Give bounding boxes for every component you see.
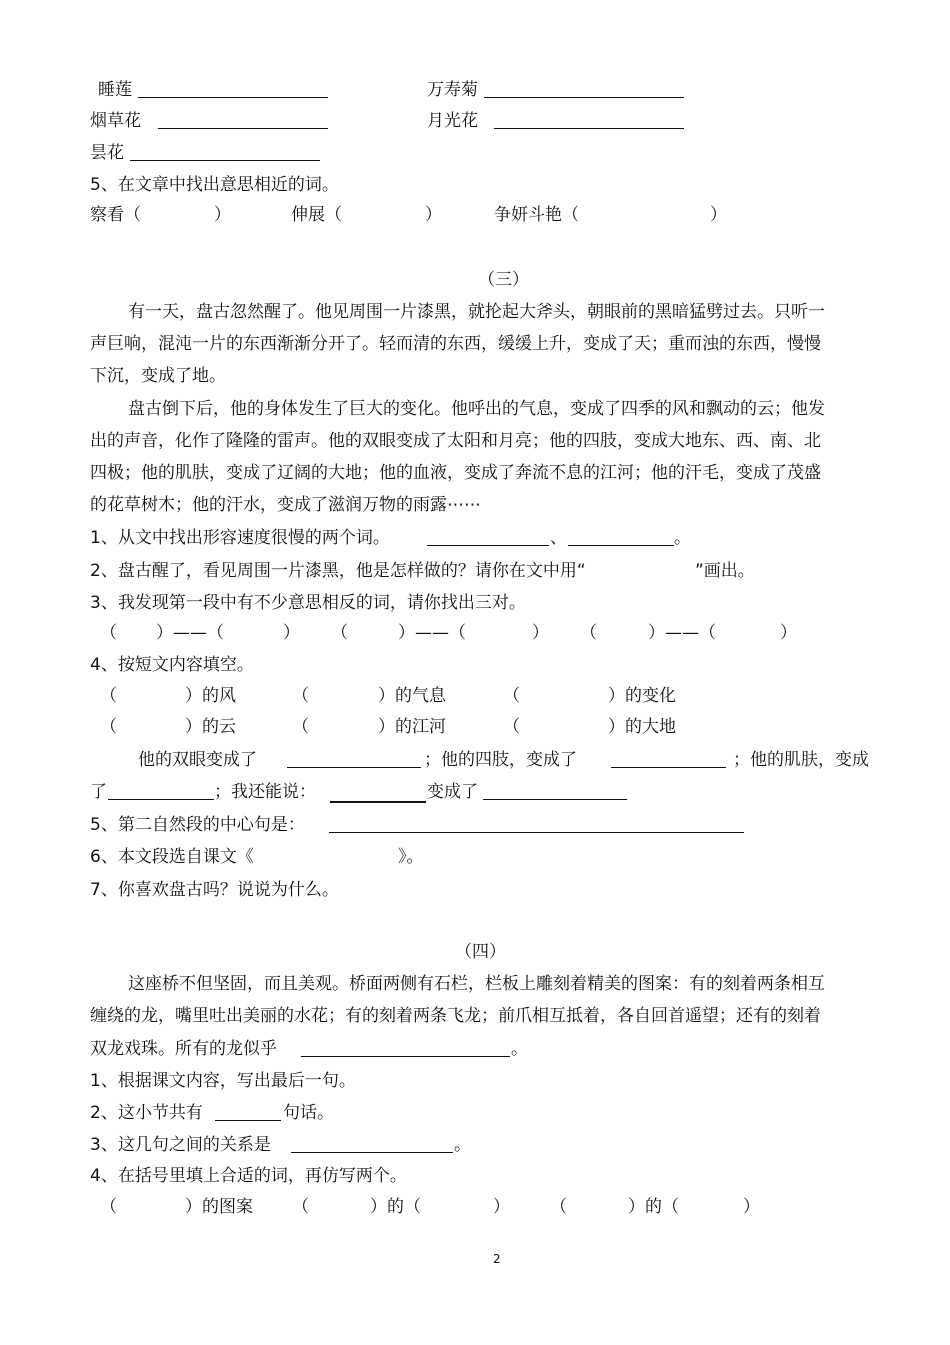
separator: 、 bbox=[550, 528, 567, 548]
paragraph-line: 双龙戏珠。所有的龙似乎 bbox=[90, 1039, 277, 1059]
antonym-part: （ bbox=[100, 623, 117, 643]
answer-blank[interactable] bbox=[215, 1120, 281, 1121]
paragraph-line: 缠绕的龙，嘴里吐出美丽的水花；有的刻着两条飞龙；前爪相互抵着，各自回首遥望；还有的刻着 bbox=[90, 1006, 821, 1026]
question-6-end: 》。 bbox=[398, 847, 424, 867]
fill-part: ）的风 bbox=[185, 686, 236, 706]
fill-part: （ bbox=[100, 686, 117, 706]
question-4: 4、按短文内容填空。 bbox=[90, 655, 254, 675]
antonym-part: ） bbox=[780, 623, 797, 643]
fill-text: 他的双眼变成了 bbox=[138, 750, 257, 770]
flower-label-2: 万寿菊 bbox=[427, 80, 478, 100]
answer-blank[interactable] bbox=[138, 97, 328, 98]
section-heading-3: （三） bbox=[478, 270, 529, 290]
question-6: 6、本文段选自课文《 bbox=[90, 847, 254, 867]
answer-blank[interactable] bbox=[108, 799, 214, 800]
section-heading-4: （四） bbox=[455, 942, 506, 962]
antonym-part: ）——（ bbox=[648, 623, 716, 643]
answer-blank[interactable] bbox=[611, 767, 726, 768]
imitation-part: ）的图案 bbox=[185, 1197, 253, 1217]
question-1: 1、根据课文内容，写出最后一句。 bbox=[90, 1071, 356, 1091]
imitation-part: （ bbox=[100, 1197, 117, 1217]
fill-text: ；我还能说： bbox=[214, 782, 316, 802]
imitation-part: ） bbox=[743, 1197, 760, 1217]
paragraph-line: 的花草树木；他的汗水，变成了滋润万物的雨露⋯⋯ bbox=[90, 495, 481, 515]
fill-part: （ bbox=[292, 686, 309, 706]
fill-part: （ bbox=[503, 717, 520, 737]
answer-blank[interactable] bbox=[494, 128, 684, 129]
answer-blank[interactable] bbox=[158, 128, 328, 129]
answer-blank[interactable] bbox=[329, 832, 744, 833]
answer-blank[interactable] bbox=[291, 1152, 453, 1153]
synonym-item: 察看（ bbox=[90, 205, 141, 225]
fill-text: ；他的四肢，变成了 bbox=[424, 750, 577, 770]
imitation-part: ）的（ bbox=[370, 1197, 421, 1217]
question-2-end: 句话。 bbox=[283, 1103, 334, 1123]
paragraph-line: 有一天，盘古忽然醒了。他见周围一片漆黑，就抡起大斧头，朝眼前的黑暗猛劈过去。只听一 bbox=[128, 302, 825, 322]
question-5: 5、第二自然段的中心句是： bbox=[90, 815, 305, 835]
imitation-part: ） bbox=[493, 1197, 510, 1217]
synonym-item: ） bbox=[214, 205, 231, 225]
fill-part: ）的大地 bbox=[608, 717, 676, 737]
fill-text: ；他的肌肤，变成 bbox=[733, 750, 869, 770]
period: 。 bbox=[511, 1039, 528, 1059]
antonym-part: （ bbox=[580, 623, 597, 643]
fill-part: ）的云 bbox=[185, 717, 236, 737]
period: 。 bbox=[454, 1135, 471, 1155]
flower-label-1: 睡莲 bbox=[98, 80, 132, 100]
fill-part: ）的变化 bbox=[608, 686, 676, 706]
antonym-part: ）——（ bbox=[156, 623, 224, 643]
paragraph-line: 出的声音，化作了隆隆的雷声。他的双眼变成了太阳和月亮；他的四肢，变成大地东、西、南、北 bbox=[90, 431, 821, 451]
fill-part: ）的气息 bbox=[378, 686, 446, 706]
flower-label-5: 昙花 bbox=[90, 143, 124, 163]
question-3: 3、这几句之间的关系是 bbox=[90, 1135, 271, 1155]
fill-part: （ bbox=[292, 717, 309, 737]
fill-part: （ bbox=[503, 686, 520, 706]
synonym-item: 伸展（ bbox=[291, 205, 342, 225]
question-7: 7、你喜欢盘古吗？说说为什么。 bbox=[90, 880, 339, 900]
imitation-part: （ bbox=[550, 1197, 567, 1217]
synonym-item: ） bbox=[425, 205, 442, 225]
page-number: 2 bbox=[493, 1252, 501, 1266]
antonym-part: ） bbox=[532, 623, 549, 643]
period: 。 bbox=[674, 528, 691, 548]
question-2: 2、这小节共有 bbox=[90, 1103, 203, 1123]
answer-blank[interactable] bbox=[301, 1056, 510, 1057]
question-5: 5、在文章中找出意思相近的词。 bbox=[90, 175, 339, 195]
paragraph-line: 四极；他的肌肤，变成了辽阔的大地；他的血液，变成了奔流不息的江河；他的汗毛，变成了茂盛 bbox=[90, 463, 821, 483]
question-2: 2、盘古醒了，看见周围一片漆黑，他是怎样做的？请你在文中用“ bbox=[90, 561, 586, 581]
answer-blank[interactable] bbox=[484, 97, 684, 98]
answer-blank[interactable] bbox=[427, 545, 549, 546]
question-4: 4、在括号里填上合适的词，再仿写两个。 bbox=[90, 1166, 407, 1186]
flower-label-4: 月光花 bbox=[427, 111, 478, 131]
answer-blank[interactable] bbox=[330, 801, 426, 803]
question-2-end: ”画出。 bbox=[695, 561, 755, 581]
answer-blank[interactable] bbox=[568, 545, 674, 546]
answer-blank[interactable] bbox=[287, 767, 421, 768]
imitation-part: ）的（ bbox=[628, 1197, 679, 1217]
fill-text: 变成了 bbox=[427, 782, 478, 802]
antonym-part: （ bbox=[331, 623, 348, 643]
synonym-item: ） bbox=[710, 205, 727, 225]
paragraph-line: 盘古倒下后，他的身体发生了巨大的变化。他呼出的气息，变成了四季的风和飘动的云；他发 bbox=[128, 399, 825, 419]
question-1: 1、从文中找出形容速度很慢的两个词。 bbox=[90, 528, 390, 548]
flower-label-3: 烟草花 bbox=[90, 111, 141, 131]
fill-part: （ bbox=[100, 717, 117, 737]
question-3: 3、我发现第一段中有不少意思相反的词，请你找出三对。 bbox=[90, 593, 526, 613]
answer-blank[interactable] bbox=[130, 160, 320, 161]
imitation-part: （ bbox=[292, 1197, 309, 1217]
synonym-item: 争妍斗艳（ bbox=[494, 205, 579, 225]
paragraph-line: 下沉，变成了地。 bbox=[90, 366, 226, 386]
antonym-part: ）——（ bbox=[398, 623, 466, 643]
paragraph-line: 声巨响，混沌一片的东西渐渐分开了。轻而清的东西，缓缓上升，变成了天；重而浊的东西，慢慢 bbox=[90, 334, 821, 354]
answer-blank[interactable] bbox=[483, 799, 627, 800]
fill-part: ）的江河 bbox=[378, 717, 446, 737]
fill-text: 了 bbox=[90, 782, 107, 802]
antonym-part: ） bbox=[283, 623, 300, 643]
paragraph-line: 这座桥不但坚固，而且美观。桥面两侧有石栏，栏板上雕刻着精美的图案：有的刻着两条相互 bbox=[128, 974, 825, 994]
